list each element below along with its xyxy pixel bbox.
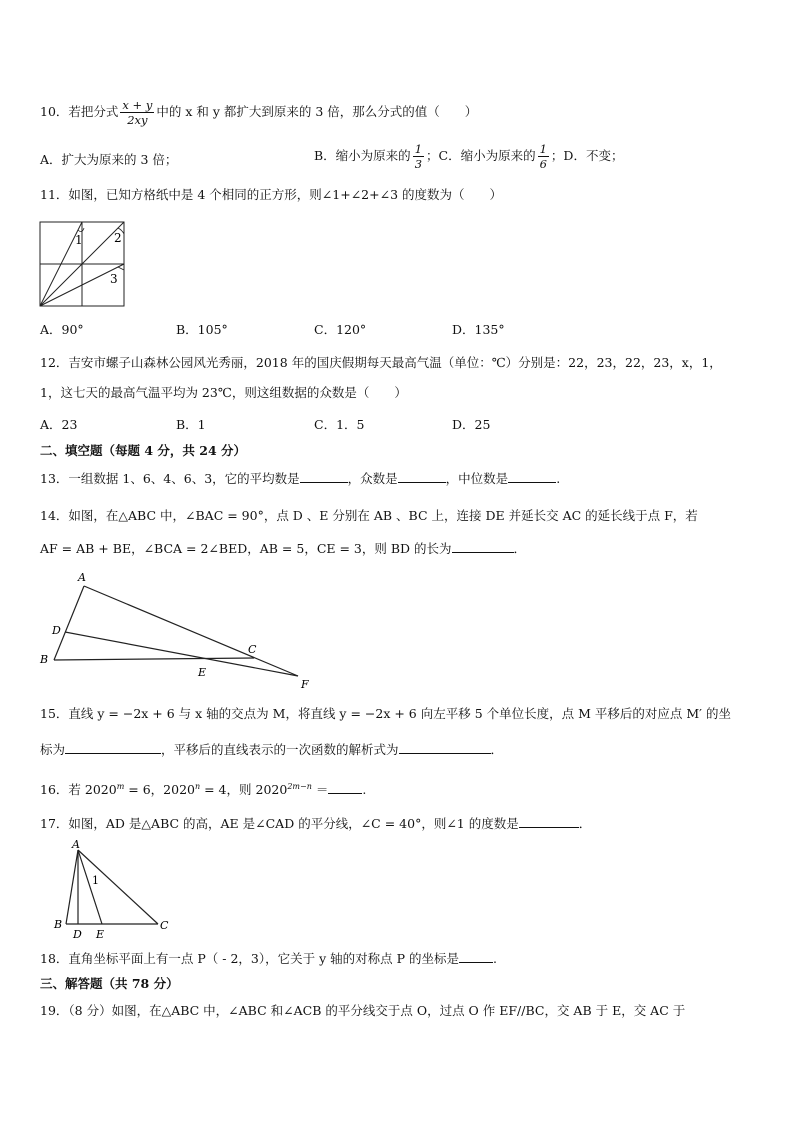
q16-text-c: = 4，则 2020 <box>200 782 288 798</box>
q10-fraction-numerator: x + y <box>122 98 153 112</box>
q12-line1: 12．吉安市螺子山森林公园风光秀丽，2018 年的国庆假期每天最高气温（单位：℃）分别是：22，23，22，23，x，1， <box>40 355 722 370</box>
q10-stem <box>40 98 477 127</box>
q16-text-d: ＝ <box>311 782 329 798</box>
segment-bc <box>54 658 254 660</box>
q14-line2-text: AF = AB + BE，∠BCA = 2∠BED，AB = 5，CE = 3，则 BD 的长为 <box>40 541 452 556</box>
q14-line2-end: ． <box>513 541 527 556</box>
q12-option-b: B．1 <box>176 417 206 432</box>
point-label-e: E <box>198 666 207 679</box>
q11-option-a: A．90° <box>40 322 84 337</box>
q10-prefix: 10．若把分式 <box>40 104 119 119</box>
q17-blank[interactable] <box>519 815 579 828</box>
q16-sup-m: m <box>116 782 125 791</box>
point-label-b: B <box>54 918 63 931</box>
q13-blank-median[interactable] <box>508 470 556 483</box>
q12-option-a: A．23 <box>40 417 78 432</box>
q10-options-bcd <box>314 142 623 171</box>
q14-line2 <box>40 540 526 557</box>
q12-line2: 1，这七天的最高气温平均为 23℃，则这组数据的众数是（ ） <box>40 385 407 400</box>
point-label-c: C <box>160 919 169 932</box>
q16-blank[interactable] <box>328 781 362 794</box>
q15-blank-expression[interactable] <box>399 741 491 754</box>
q13-text-a: 13．一组数据 1、6、4、6、3，它的平均数是 <box>40 471 300 486</box>
q10-option-a: A．扩大为原来的 3 倍； <box>40 152 178 167</box>
q13-blank-mode[interactable] <box>398 470 446 483</box>
q16-text-a: 16．若 2020 <box>40 782 117 798</box>
q10-option-c-fraction <box>538 142 549 171</box>
angle-arc-3 <box>118 267 124 270</box>
point-label-a: A <box>72 840 80 851</box>
q16-text-e: . <box>362 782 367 798</box>
q13-text-b: ，众数是 <box>347 471 398 486</box>
q12-option-d: D．25 <box>452 417 491 432</box>
q11-stem: 11．如图，已知方格纸中是 4 个相同的正方形，则∠1+∠2+∠3 的度数为（ ） <box>40 187 503 202</box>
q18-text: 18．直角坐标平面上有一点 P（ - 2，3），它关于 y 轴的对称点 P 的坐标是 <box>40 951 459 966</box>
angle-label-1: 1 <box>75 233 83 247</box>
segment-af <box>84 586 298 676</box>
q18-blank[interactable] <box>459 950 493 963</box>
point-label-e: E <box>96 928 105 940</box>
q16-sup-n: n <box>194 782 201 791</box>
point-label-c: C <box>248 643 257 656</box>
segment-ab <box>54 586 84 660</box>
angle-label-2: 2 <box>114 231 122 245</box>
q10-option-c-label: ；C．缩小为原来的 <box>426 148 536 163</box>
q10-option-b-label: B．缩小为原来的 <box>314 148 411 163</box>
q10-option-d: ；D．不变； <box>550 148 624 163</box>
q14-triangle-figure <box>36 570 326 695</box>
q13-blank-mean[interactable] <box>300 470 348 483</box>
q11-option-b: B．105° <box>176 322 228 337</box>
segment-ab <box>66 850 78 924</box>
q10-option-c-num: 1 <box>539 142 547 156</box>
point-label-b: B <box>40 653 49 666</box>
q15-line2-a: 标为 <box>40 742 66 757</box>
q10-fraction <box>120 98 154 127</box>
section-3-heading: 三、解答题（共 78 分） <box>40 976 179 991</box>
q11-option-c: C．120° <box>314 322 367 337</box>
angle-label-1: 1 <box>92 874 99 887</box>
segment-df <box>65 632 298 676</box>
q15-line2-b: ，平移后的直线表示的一次函数的解析式为 <box>161 742 399 757</box>
q17-stem <box>40 815 591 832</box>
q12-option-c: C．1．5 <box>314 417 365 432</box>
q19-stem: 19．（8 分）如图，在△ABC 中，∠ABC 和∠ACB 的平分线交于点 O，过点 O 作 EF//BC，交 AB 于 E，交 AC 于 <box>40 1003 686 1018</box>
q13-text-d: . <box>556 471 561 486</box>
q17-triangle-figure <box>48 840 178 940</box>
q10-option-b-den: 3 <box>414 157 423 171</box>
q16-text-b: = 6，2020 <box>124 782 195 798</box>
q13-stem <box>40 470 560 487</box>
point-label-f: F <box>301 678 309 691</box>
angle-label-3: 3 <box>110 272 118 286</box>
q10-fraction-denominator: 2xy <box>127 113 148 127</box>
q16-sup-2m-n: 2m−n <box>287 782 312 791</box>
q11-grid-figure <box>38 220 128 310</box>
point-label-d: D <box>52 624 61 637</box>
q10-option-b-fraction <box>413 142 424 171</box>
q10-option-c-den: 6 <box>539 157 547 171</box>
q10-suffix: 中的 x 和 y 都扩大到原来的 3 倍，那么分式的值（ ） <box>156 104 478 119</box>
q18-stem <box>40 950 497 967</box>
q15-blank-coordinate[interactable] <box>65 741 161 754</box>
section-2-heading: 二、填空题（每题 4 分，共 24 分） <box>40 443 247 458</box>
q17-text: 17．如图，AD 是△ABC 的高，AE 是∠CAD 的平分线，∠C = 40°，则∠1 的度数是 <box>40 816 519 831</box>
q15-line1: 15．直线 y = −2x + 6 与 x 轴的交点为 M，将直线 y = −2x + 6 向左平移 5 个单位长度，点 M 平移后的对应点 M′ 的坐 <box>40 706 731 721</box>
q14-blank-bd[interactable] <box>452 540 514 553</box>
point-label-d: D <box>73 928 82 940</box>
q10-option-b-num: 1 <box>414 142 423 156</box>
q14-line1: 14．如图，在△ABC 中，∠BAC = 90°，点 D 、E 分别在 AB 、BC 上，连接 DE 并延长交 AC 的延长线于点 F，若 <box>40 508 698 523</box>
point-label-a: A <box>78 571 86 584</box>
q18-end: . <box>492 951 497 966</box>
q17-end: ． <box>578 816 592 831</box>
q15-line2-end: ． <box>490 742 504 757</box>
q11-option-d: D．135° <box>452 322 505 337</box>
q13-text-c: ，中位数是 <box>445 471 509 486</box>
q15-line2 <box>40 741 503 758</box>
q16-stem <box>40 779 366 798</box>
